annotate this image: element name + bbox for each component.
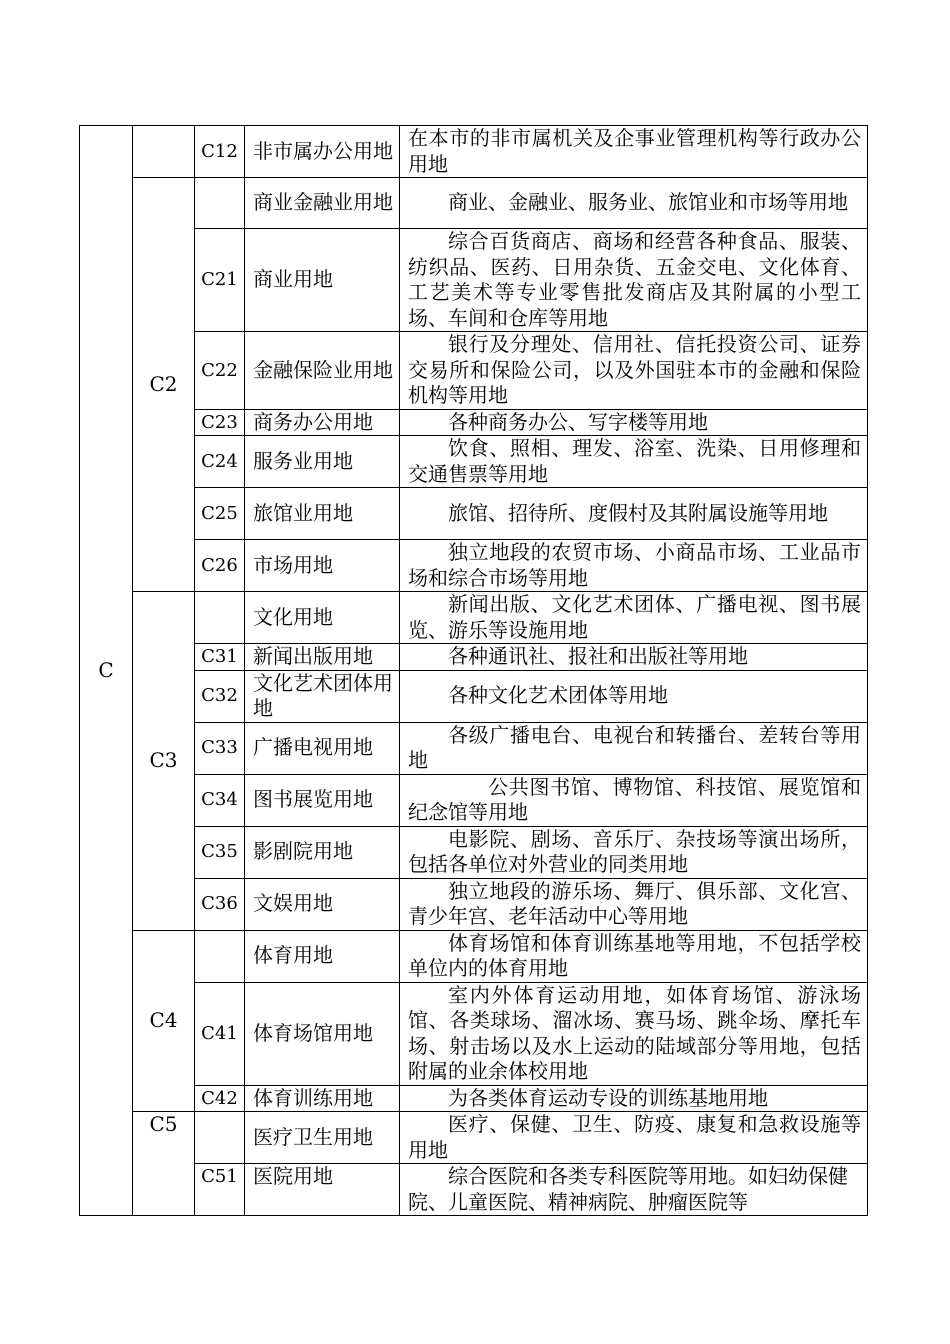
mid-class-cell: C4 [133, 930, 195, 1112]
class-description: 独立地段的游乐场、舞厅、俱乐部、文化宫、青少年宫、老年活动中心等用地 [400, 878, 868, 930]
table-row [80, 540, 868, 592]
mid-class-cell: C2 [133, 178, 195, 592]
mid-class-cell-empty [133, 126, 195, 178]
sub-class-code: C33 [195, 722, 245, 774]
class-name: 广播电视用地 [245, 722, 400, 774]
class-description: 体育场馆和体育训练基地等用地，不包括学校单位内的体育用地 [400, 930, 868, 982]
sub-class-code: C35 [195, 826, 245, 878]
class-name: 图书展览用地 [245, 774, 400, 826]
sub-class-code [195, 592, 245, 644]
class-description: 室内外体育运动用地，如体育场馆、游泳场馆、各类球场、溜冰场、赛马场、跳伞场、摩托车场、射击场以及水上运动的陆域部分等用地，包括附属的业余体校用地 [400, 982, 868, 1085]
sub-class-code [195, 178, 245, 229]
sub-class-code: C25 [195, 488, 245, 540]
sub-class-code [195, 1112, 245, 1164]
sub-class-code: C36 [195, 878, 245, 930]
sub-class-code: C24 [195, 436, 245, 488]
class-description: 公共图书馆、博物馆、科技馆、展览馆和纪念馆等用地 [400, 774, 868, 826]
sub-class-code: C34 [195, 774, 245, 826]
sub-class-code [195, 930, 245, 982]
sub-class-code: C42 [195, 1085, 245, 1112]
table-row [80, 878, 868, 930]
class-name: 文化艺术团体用地 [245, 670, 400, 722]
table-row [80, 774, 868, 826]
table-row [80, 826, 868, 878]
sub-class-code: C51 [195, 1164, 245, 1216]
class-description: 各级广播电台、电视台和转播台、差转台等用地 [400, 722, 868, 774]
class-description: 综合百货商店、商场和经营各种食品、服装、纺织品、医药、日用杂货、五金交电、文化体育、工艺美术等专业零售批发商店及其附属的小型工场、车间和仓库等用地 [400, 229, 868, 332]
table-row [80, 722, 868, 774]
class-name: 文化用地 [245, 592, 400, 644]
table-row [80, 930, 868, 982]
class-description: 旅馆、招待所、度假村及其附属设施等用地 [400, 488, 868, 540]
class-description: 为各类体育运动专设的训练基地用地 [400, 1085, 868, 1112]
class-name: 商业用地 [245, 229, 400, 332]
sub-class-code: C21 [195, 229, 245, 332]
class-name: 体育训练用地 [245, 1085, 400, 1112]
class-description: 各种商务办公、写字楼等用地 [400, 409, 868, 436]
class-description: 独立地段的农贸市场、小商品市场、工业品市场和综合市场等用地 [400, 540, 868, 592]
class-description: 电影院、剧场、音乐厅、杂技场等演出场所，包括各单位对外营业的同类用地 [400, 826, 868, 878]
class-name: 服务业用地 [245, 436, 400, 488]
table-row [80, 178, 868, 229]
class-name: 医疗卫生用地 [245, 1112, 400, 1164]
table-row [80, 982, 868, 1085]
sub-class-code: C23 [195, 409, 245, 436]
class-description: 新闻出版、文化艺术团体、广播电视、图书展览、游乐等设施用地 [400, 592, 868, 644]
sub-class-code: C22 [195, 332, 245, 410]
class-name: 市场用地 [245, 540, 400, 592]
land-use-classification-table [79, 125, 868, 1216]
class-description: 医疗、保健、卫生、防疫、康复和急救设施等用地 [400, 1112, 868, 1164]
table-row [80, 1085, 868, 1112]
class-description: 综合医院和各类专科医院等用地。如妇幼保健院、儿童医院、精神病院、肿瘤医院等 [400, 1164, 868, 1216]
class-name: 新闻出版用地 [245, 644, 400, 671]
class-name: 文娱用地 [245, 878, 400, 930]
table-row [80, 332, 868, 410]
mid-class-cell: C3 [133, 592, 195, 931]
class-description: 饮食、照相、理发、浴室、洗染、日用修理和交通售票等用地 [400, 436, 868, 488]
table-row [80, 1164, 868, 1216]
sub-class-code: C26 [195, 540, 245, 592]
table-row [80, 436, 868, 488]
sub-class-code: C32 [195, 670, 245, 722]
table-row [80, 1112, 868, 1164]
table-row [80, 409, 868, 436]
class-name: 体育场馆用地 [245, 982, 400, 1085]
class-name: 金融保险业用地 [245, 332, 400, 410]
class-name: 医院用地 [245, 1164, 400, 1216]
class-description: 各种文化艺术团体等用地 [400, 670, 868, 722]
sub-class-code: C12 [195, 126, 245, 178]
class-name: 影剧院用地 [245, 826, 400, 878]
class-description: 各种通讯社、报社和出版社等用地 [400, 644, 868, 671]
class-name: 非市属办公用地 [245, 126, 400, 178]
table-row [80, 644, 868, 671]
table-row [80, 126, 868, 178]
class-description: 在本市的非市属机关及企事业管理机构等行政办公用地 [400, 126, 868, 178]
table-row [80, 488, 868, 540]
class-name: 体育用地 [245, 930, 400, 982]
class-description: 商业、金融业、服务业、旅馆业和市场等用地 [400, 178, 868, 229]
sub-class-code: C31 [195, 644, 245, 671]
major-class-cell: C [80, 126, 133, 1216]
table-row [80, 592, 868, 644]
class-name: 商务办公用地 [245, 409, 400, 436]
table-row [80, 229, 868, 332]
class-description: 银行及分理处、信用社、信托投资公司、证券交易所和保险公司，以及外国驻本市的金融和保险机构等用地 [400, 332, 868, 410]
class-name: 旅馆业用地 [245, 488, 400, 540]
table-row [80, 670, 868, 722]
class-name: 商业金融业用地 [245, 178, 400, 229]
sub-class-code: C41 [195, 982, 245, 1085]
mid-class-cell: C5 [133, 1112, 195, 1216]
